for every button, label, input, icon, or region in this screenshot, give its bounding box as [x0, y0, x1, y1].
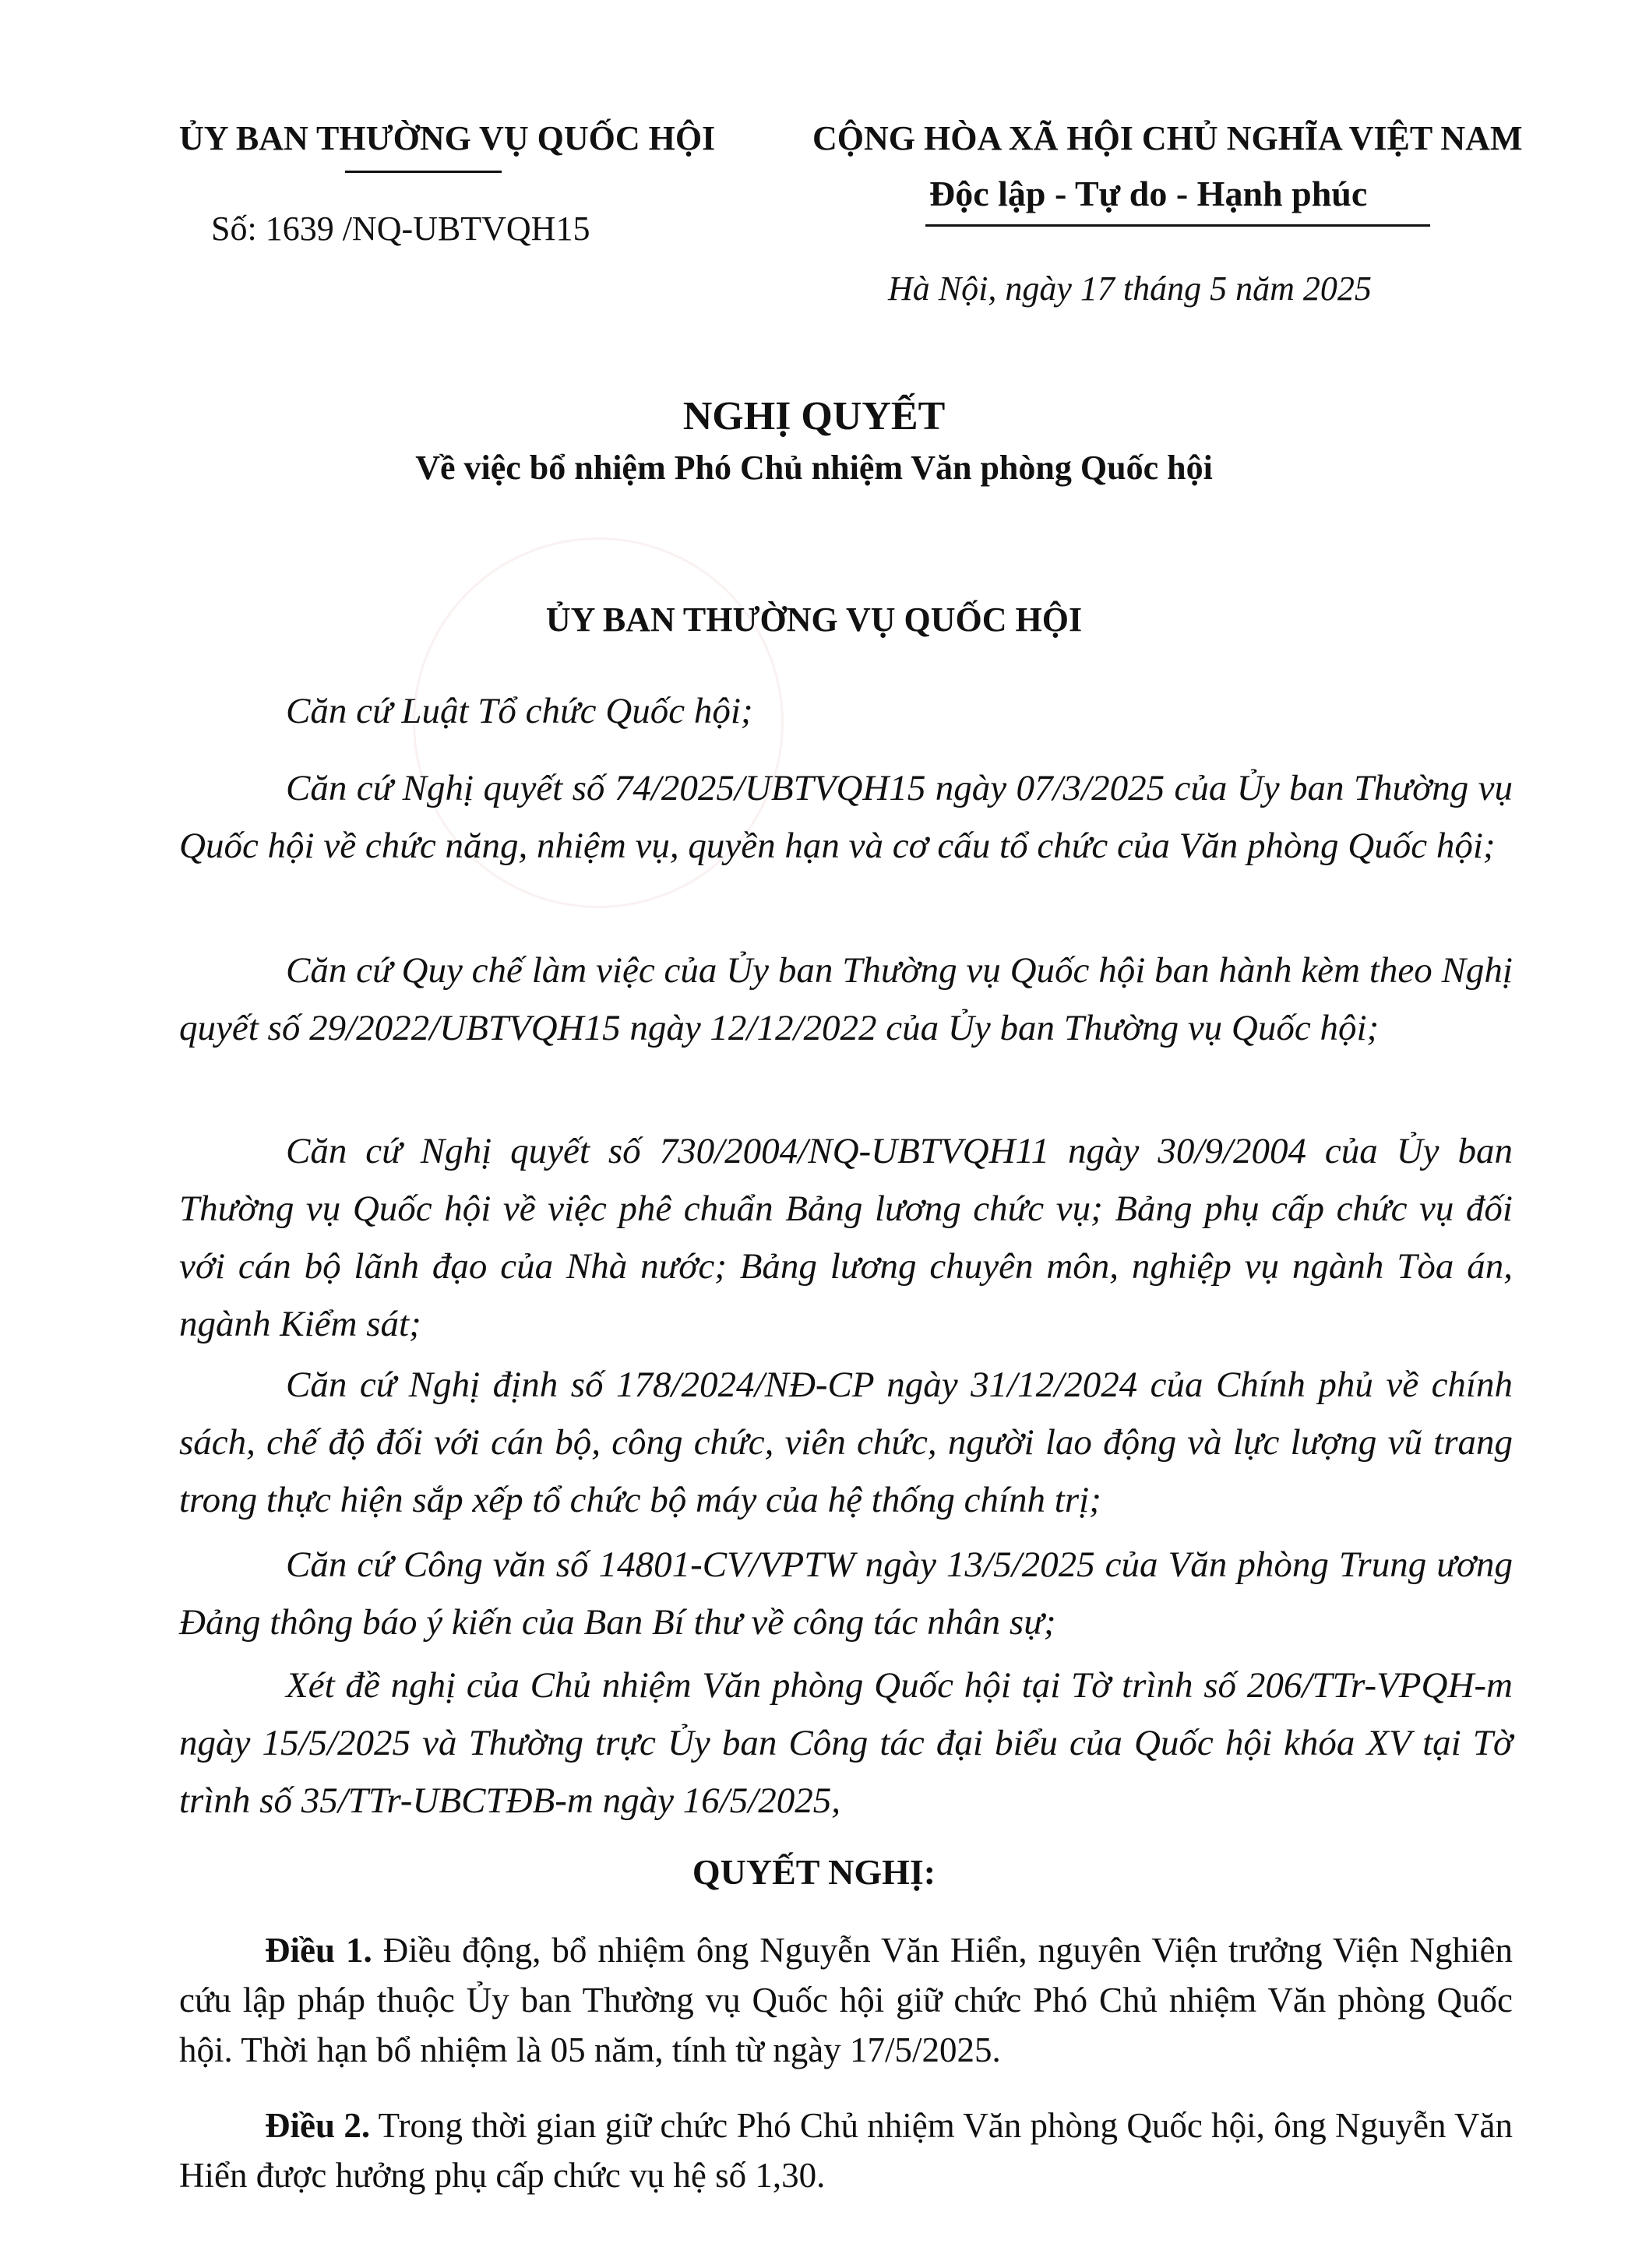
document-number: Số: 1639 /NQ-UBTVQH15 — [211, 210, 590, 248]
national-motto: Độc lập - Tự do - Hạnh phúc — [929, 174, 1368, 213]
issuer-name: ỦY BAN THƯỜNG VỤ QUỐC HỘI — [179, 119, 716, 157]
legal-basis-paragraph: Căn cứ Nghị quyết số 730/2004/NQ-UBTVQH11 ngày 30/9/2004 của Ủy ban Thường vụ Quốc hội về việc phê chuẩn Bảng lương chức vụ; Bảng phụ cấp chức vụ đối với cán bộ lãnh đạo của Nhà nước; Bảng lương chuyên môn, nghiệp vụ ngành Tòa án, ngành Kiểm sát; — [179, 1131, 1513, 1344]
legal-basis-paragraph: Căn cứ Quy chế làm việc của Ủy ban Thường vụ Quốc hội ban hành kèm theo Nghị quyết số 29/2022/UBTVQH15 ngày 12/12/2022 của Ủy ban Thường vụ Quốc hội; — [179, 950, 1513, 1048]
legal-basis-paragraph: Căn cứ Công văn số 14801-CV/VPTW ngày 13/5/2025 của Văn phòng Trung ương Đảng thông báo ý kiến của Ban Bí thư về công tác nhân sự; — [179, 1544, 1513, 1643]
place-and-date: Hà Nội, ngày 17 tháng 5 năm 2025 — [888, 269, 1372, 308]
article-1-label: Điều 1. — [265, 1931, 372, 1970]
document-type-title: NGHỊ QUYẾT — [682, 394, 946, 438]
article-2-text: Trong thời gian giữ chức Phó Chủ nhiệm Văn phòng Quốc hội, ông Nguyễn Văn Hiển được hưởng phụ cấp chức vụ hệ số 1,30. — [179, 2106, 1513, 2195]
article-1 — [179, 1925, 1513, 2075]
legal-basis-paragraph: Căn cứ Luật Tổ chức Quốc hội; — [286, 691, 753, 731]
issuer-underline — [345, 171, 502, 173]
country-name: CỘNG HÒA XÃ HỘI CHỦ NGHĨA VIỆT NAM — [812, 119, 1523, 157]
legal-basis-paragraph: Căn cứ Nghị định số 178/2024/NĐ-CP ngày 31/12/2024 của Chính phủ về chính sách, chế độ đối với cán bộ, công chức, viên chức, người lao động và lực lượng vũ trang trong thực hiện sắp xếp tổ chức bộ máy của hệ thống chính trị; — [179, 1365, 1513, 1520]
legal-basis-paragraph: Căn cứ Nghị quyết số 74/2025/UBTVQH15 ngày 07/3/2025 của Ủy ban Thường vụ Quốc hội về chức năng, nhiệm vụ, quyền hạn và cơ cấu tổ chức của Văn phòng Quốc hội; — [179, 768, 1513, 866]
proposal-consideration-paragraph: Xét đề nghị của Chủ nhiệm Văn phòng Quốc hội tại Tờ trình số 206/TTr-VPQH-m ngày 15/5/2025 và Thường trực Ủy ban Công tác đại biểu của Quốc hội khóa XV tại Tờ trình số 35/TTr-UBCTĐB-m ngày 16/5/2025, — [179, 1665, 1513, 1821]
decision-heading: QUYẾT NGHỊ: — [692, 1852, 936, 1892]
article-2 — [179, 2101, 1513, 2200]
article-1-text: Điều động, bổ nhiệm ông Nguyễn Văn Hiển, nguyên Viện trưởng Viện Nghiên cứu lập pháp thuộc Ủy ban Thường vụ Quốc hội giữ chức Phó Chủ nhiệm Văn phòng Quốc hội. Thời hạn bổ nhiệm là 05 năm, tính từ ngày 17/5/2025. — [179, 1931, 1513, 2069]
issuing-body-heading: ỦY BAN THƯỜNG VỤ QUỐC HỘI — [545, 600, 1083, 639]
article-2-label: Điều 2. — [265, 2106, 371, 2145]
motto-underline — [925, 224, 1430, 227]
document-subject: Về việc bổ nhiệm Phó Chủ nhiệm Văn phòng Quốc hội — [415, 449, 1213, 487]
